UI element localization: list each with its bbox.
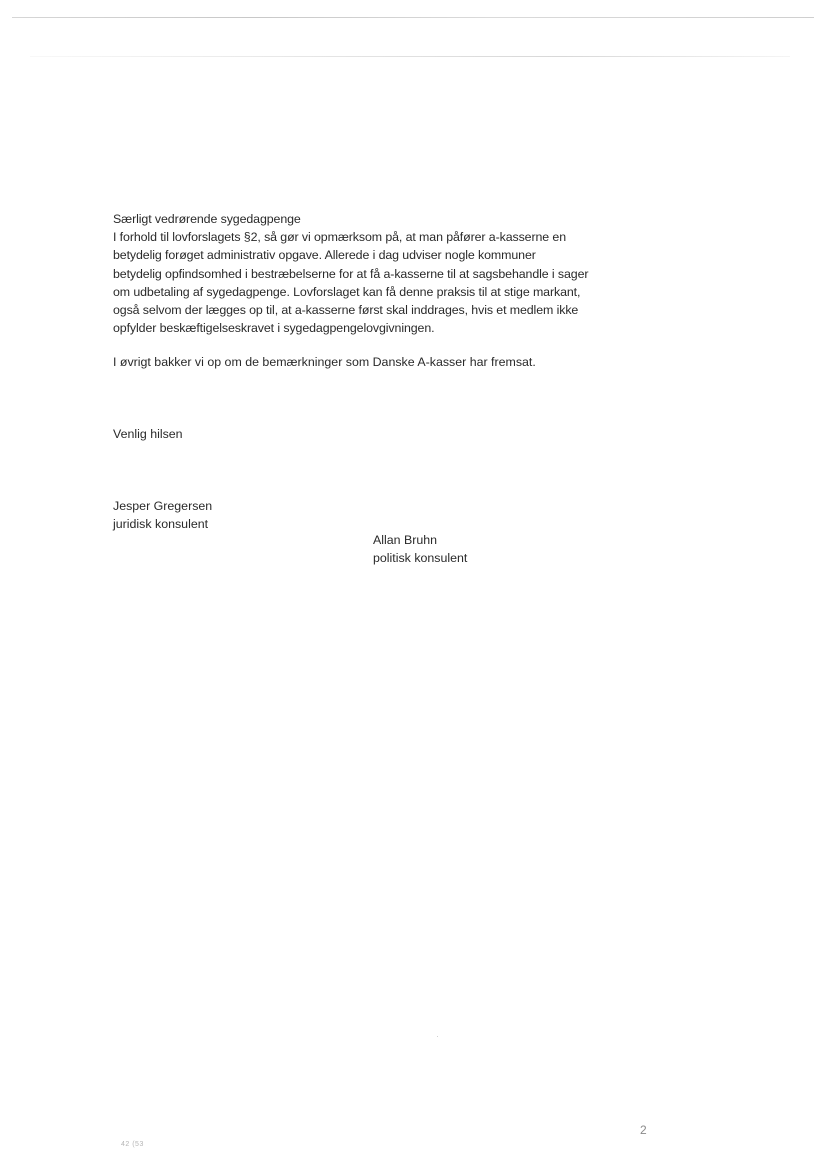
section-heading: Særligt vedrørende sygedagpenge (113, 212, 301, 226)
paragraph-line: opfylder beskæftigelseskravet i sygedagpengelovgivningen. (113, 321, 435, 336)
signer-title: politisk konsulent (373, 551, 468, 565)
main-paragraph (113, 228, 653, 337)
closing-paragraph: I øvrigt bakker vi op om de bemærkninger som Danske A-kasser har fremsat. (113, 355, 536, 369)
signer-name: Jesper Gregersen (113, 499, 213, 513)
paragraph-line: om udbetaling af sygedagpenge. Lovforslaget kan få denne praksis til at stige markant, (113, 284, 581, 299)
paragraph-line: I forhold til lovforslagets §2, så gør vi opmærksom på, at man påfører a-kasserne en (113, 230, 567, 245)
scan-artifact-line (30, 56, 790, 57)
scan-edge-line (12, 17, 814, 18)
signer-title: juridisk konsulent (113, 517, 209, 531)
page-number: 2 (640, 1123, 647, 1137)
letter-body (113, 210, 653, 337)
scan-speck (437, 1036, 438, 1037)
signature-block-right (373, 531, 467, 567)
greeting: Venlig hilsen (113, 427, 183, 441)
scan-id: 42 (53 (121, 1141, 144, 1148)
paragraph-line: betydelig opfindsomhed i bestræbelserne for at få a-kasserne til at sagsbehandle i sager (113, 266, 589, 281)
paragraph-line: også selvom der lægges op til, at a-kasserne først skal inddrages, hvis et medlem ikke (113, 303, 579, 318)
signer-name: Allan Bruhn (373, 533, 438, 547)
signature-block-left (113, 497, 212, 533)
paragraph-line: betydelig forøget administrativ opgave. Allerede i dag udviser nogle kommuner (113, 248, 536, 263)
